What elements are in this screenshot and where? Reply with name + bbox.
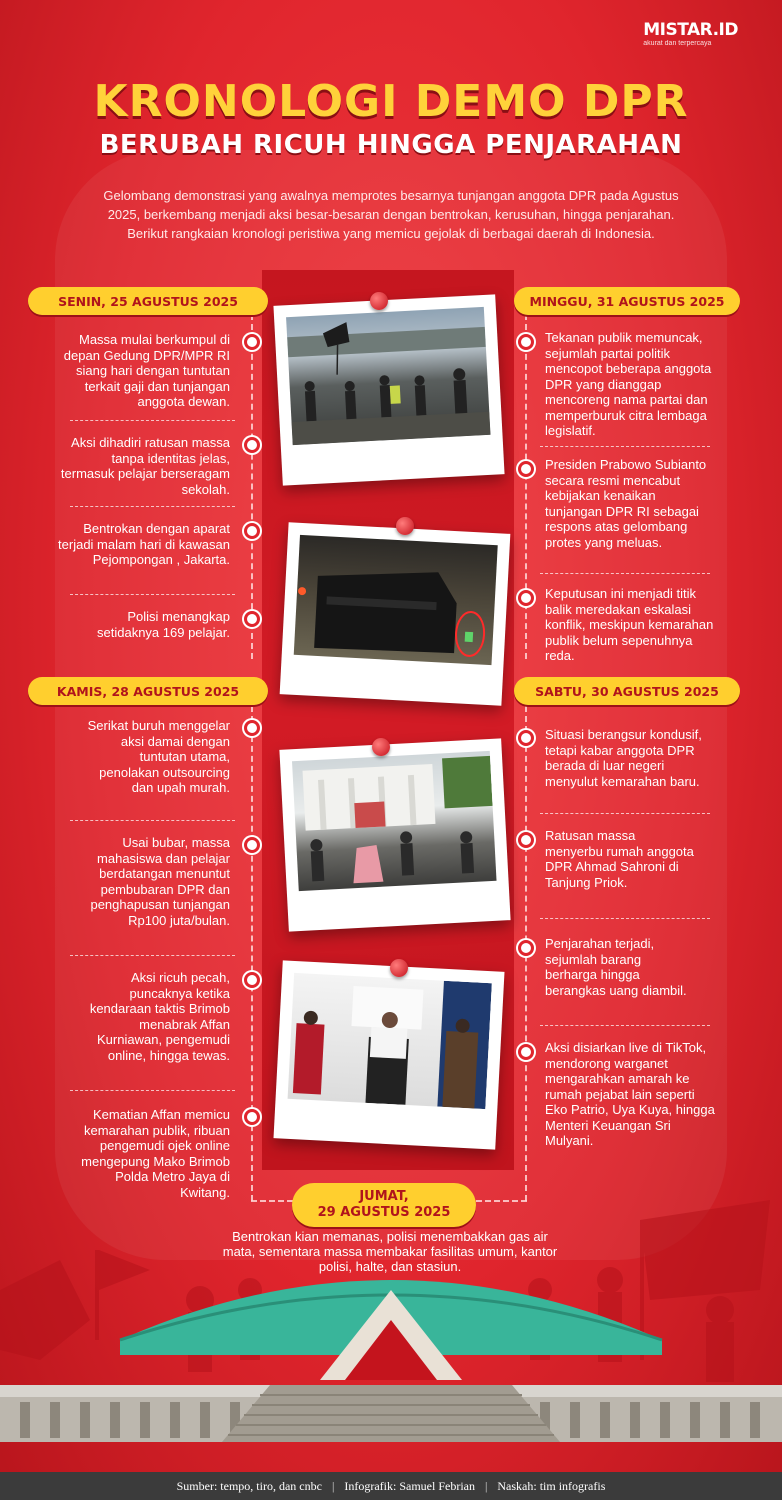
timeline-dot [244,334,260,350]
item-separator [540,813,710,814]
intro-paragraph: Gelombang demonstrasi yang awalnya memprotes besarnya tunjangan anggota DPR pada Agustus 2025, berkembang menjadi aksi besar-besaran dengan bentrokan, kerusuhan, hingga penjarahan. Berikut rangkaian kronologi peristiwa yang memicu gejolak di berbagai daerah di Indonesia. [103,188,679,241]
day-label-jumat-line2: 29 AGUSTUS 2025 [317,1205,451,1220]
item-separator [70,820,235,821]
page-subtitle: BERUBAH RICUH HINGGA PENJARAHAN [99,130,683,160]
day-label-sabtu: SABTU, 30 AGUSTUS 2025 [514,677,740,705]
pushpin-icon [390,959,408,977]
sabtu-item-2: Ratusan massa menyerbu rumah anggota DPR Ahmad Sahroni di Tanjung Priok. [545,828,694,890]
timeline-dot [244,437,260,453]
item-separator [540,573,710,574]
timeline-dot [518,940,534,956]
brand-logo[interactable] [643,20,738,47]
item-separator [540,446,710,447]
dpr-building-illustration [0,1180,782,1472]
timeline-dot [244,611,260,627]
item-separator [70,1090,235,1091]
footer-credits [0,1472,782,1500]
senin-item-1: Massa mulai berkumpul di depan Gedung DPR/MPR RI siang hari dengan tuntutan terkait gaji dan tunjangan anggota dewan. [63,332,230,409]
sabtu-item-1: Situasi berangsur kondusif, tetapi kabar anggota DPR berada di luar negeri menyulut kemarahan baru. [545,727,702,789]
timeline-dot [518,832,534,848]
timeline-dot [518,461,534,477]
item-separator [540,918,710,919]
footer-script: Naskah: tim infografis [497,1478,606,1493]
item-separator [70,955,235,956]
minggu-item-3: Keputusan ini menjadi titik balik meredakan eskalasi konflik, meskipun kemarahan publik belum sepenuhnya reda. [545,586,714,663]
day-label-senin: SENIN, 25 AGUSTUS 2025 [28,287,268,315]
timeline-dot [244,1109,260,1125]
footer-source: Sumber: tempo, tiro, dan cnbc [176,1478,322,1493]
footer-divider: | [331,1478,335,1493]
page-title: KRONOLOGI DEMO DPR [93,76,689,127]
senin-item-3: Bentrokan dengan aparat terjadi malam hari di kawasan Pejompongan , Jakarta. [58,521,230,567]
kamis-item-3: Aksi ricuh pecah, puncaknya ketika kendaraan taktis Brimob menabrak Affan Kurniawan, pengemudi online, hingga tewas. [89,970,230,1063]
item-separator [70,594,235,595]
senin-item-2: Aksi dihadiri ratusan massa tanpa identitas jelas, termasuk pelajar berseragam sekolah. [60,435,230,497]
timeline-dot [518,590,534,606]
minggu-item-1: Tekanan publik memuncak, sejumlah partai politik mencopot beberapa anggota DPR yang dianggap mencoreng nama partai dan memperburuk citra lembaga legislatif. [545,330,712,438]
kamis-item-2: Usai bubar, massa mahasiswa dan pelajar berdatangan menuntut pembubaran DPR dan penghapusan tunjangan Rp100 juta/bulan. [90,835,230,928]
photo-press-conference [273,960,504,1149]
jumat-text: Bentrokan kian memanas, polisi menembakkan gas air mata, sementara massa membakar fasilitas umum, kantor polisi, halte, dan stasiun. [222,1229,558,1274]
photo-crowd-dpr [273,294,504,485]
pushpin-icon [396,517,414,535]
pushpin-icon [370,292,388,310]
day-label-minggu: MINGGU, 31 AGUSTUS 2025 [514,287,740,315]
photo-tactical-vehicle [280,522,511,705]
day-label-kamis: KAMIS, 28 AGUSTUS 2025 [28,677,268,705]
timeline-dot [244,837,260,853]
footer-infographic: Infografik: Samuel Febrian [344,1478,475,1493]
photo-house-looting [279,738,510,931]
sabtu-item-4: Aksi disiarkan live di TikTok, mendorong warganet mengarahkan amarah ke rumah pejabat lain seperti Eko Patrio, Uya Kuya, hingga Menteri Keuangan Sri Mulyani. [545,1040,715,1148]
pushpin-icon [372,738,390,756]
kamis-item-4: Kematian Affan memicu kemarahan publik, ribuan pengemudi ojek online mengepung Mako Brimob Polda Metro Jaya di Kwitang. [81,1107,230,1200]
timeline-line-left-bottom [251,706,253,1201]
item-separator [70,506,235,507]
senin-item-4: Polisi menangkap setidaknya 169 pelajar. [97,609,230,640]
kamis-item-1: Serikat buruh menggelar aksi damai dengan tuntutan utama, penolakan outsourcing dan upah murah. [87,718,230,795]
item-separator [540,1025,710,1026]
brand-tagline: akurat dan terpercaya [643,40,712,47]
minggu-item-2: Presiden Prabowo Subianto secara resmi mencabut kebijakan kenaikan tunjangan DPR RI sebagai respons atas gelombang protes yang meluas. [545,457,707,550]
footer-divider: | [484,1478,488,1493]
brand-name: MISTAR.ID [643,20,738,40]
timeline-dot [518,730,534,746]
timeline-dot [518,1044,534,1060]
sabtu-item-3: Penjarahan terjadi, sejumlah barang berharga hingga berangkas uang diambil. [545,936,687,998]
timeline-dot [244,523,260,539]
timeline-dot [244,720,260,736]
day-label-jumat-line1: JUMAT, [359,1189,409,1204]
timeline-line-left-top [251,314,253,659]
timeline-dot [244,972,260,988]
item-separator [70,420,235,421]
timeline-dot [518,334,534,350]
timeline-line-right-top [525,314,527,659]
